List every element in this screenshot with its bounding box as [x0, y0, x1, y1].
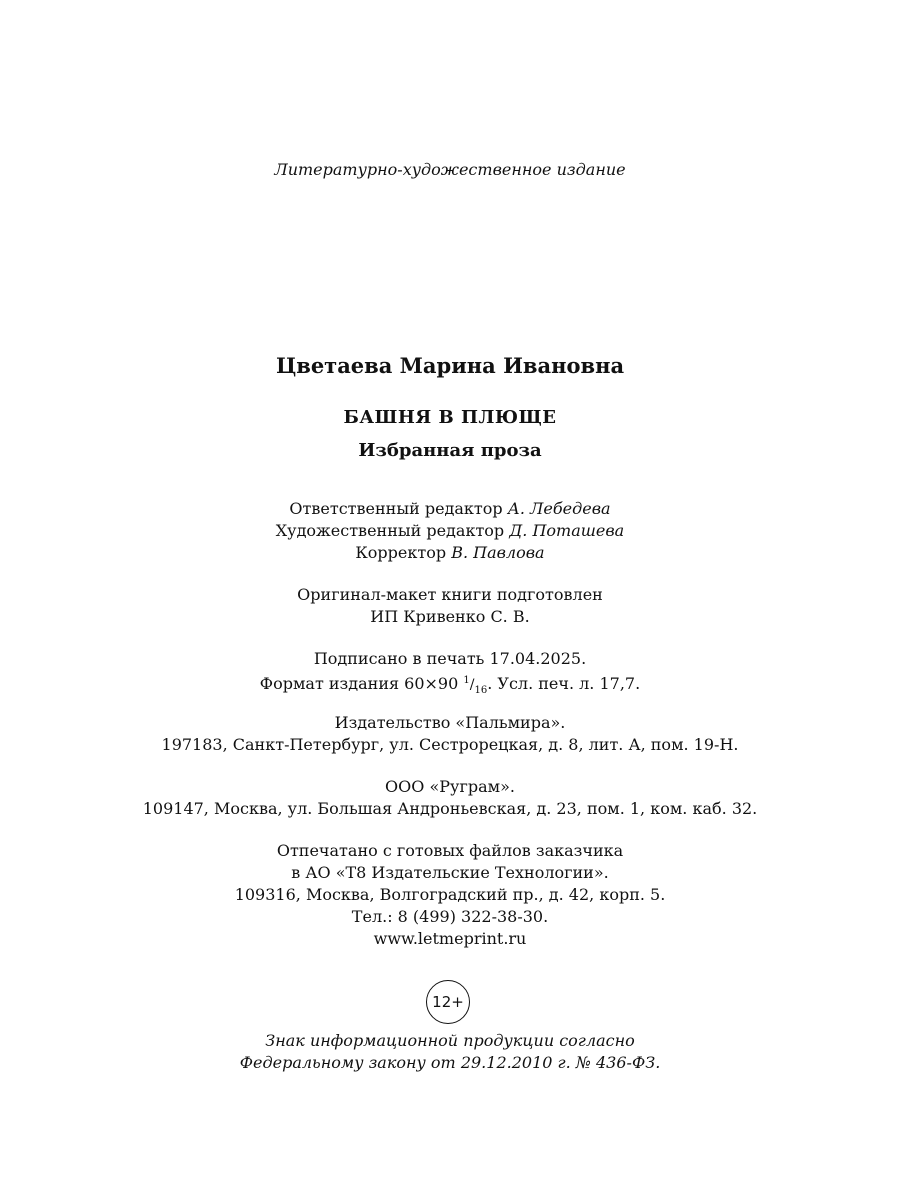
book-subtitle: Избранная проза — [358, 440, 542, 461]
author-name: Цветаева Марина Ивановна — [275, 353, 625, 378]
printer-line: в АО «Т8 Издательские Технологии». — [291, 863, 609, 882]
credit-line — [0, 542, 900, 564]
credit-name: А. Лебедева — [507, 499, 611, 518]
credit-name: Д. Поташева — [509, 521, 625, 540]
printer-website: www.letmeprint.ru — [373, 929, 527, 948]
rugram-name: ООО «Руграм». — [385, 777, 515, 796]
credit-role: Корректор — [355, 543, 447, 562]
layout-line: Оригинал-макет книги подготовлен — [297, 585, 603, 604]
rugram-address: 109147, Москва, ул. Большая Андроньевская, д. 23, пом. 1, ком. каб. 32. — [142, 799, 758, 818]
format-fraction-denominator: 16 — [474, 685, 488, 696]
format-prefix: Формат издания 60×90 — [259, 674, 459, 693]
book-title: БАШНЯ В ПЛЮЩЕ — [343, 407, 557, 428]
printer-line: Отпечатано с готовых файлов заказчика — [276, 841, 624, 860]
layout-line: ИП Кривенко С. В. — [370, 607, 530, 626]
notice-line: Федеральному закону от 29.12.2010 г. № 436-ФЗ. — [239, 1053, 661, 1072]
layout-credit — [0, 584, 900, 628]
signed-date: Подписано в печать 17.04.2025. — [313, 649, 587, 668]
credit-name: В. Павлова — [451, 543, 545, 562]
credit-role: Ответственный редактор — [289, 499, 503, 518]
notice-line: Знак информационной продукции согласно — [265, 1031, 635, 1050]
edition-type: Литературно-художественное издание — [274, 160, 626, 179]
credit-role: Художественный редактор — [275, 521, 505, 540]
printer-address: 109316, Москва, Волгоградский пр., д. 42, корп. 5. — [234, 885, 666, 904]
printer-phone: Тел.: 8 (499) 322-38-30. — [351, 907, 549, 926]
print-info — [0, 648, 900, 702]
format-line — [0, 670, 900, 702]
age-rating-badge: 12+ — [426, 980, 470, 1024]
printer-info — [0, 840, 900, 950]
publisher-info — [0, 712, 900, 756]
publisher-name: Издательство «Пальмира». — [334, 713, 566, 732]
credit-line — [0, 520, 900, 542]
format-fraction-slash: / — [469, 677, 475, 693]
publisher-address: 197183, Санкт-Петербург, ул. Сестрорецкая, д. 8, лит. А, пом. 19-Н. — [161, 735, 739, 754]
editorial-credits — [0, 498, 900, 564]
age-rating-notice — [0, 1030, 900, 1074]
format-fraction-numerator: 1 — [463, 675, 470, 686]
format-suffix: . Усл. печ. л. 17,7. — [487, 674, 641, 693]
rugram-info — [0, 776, 900, 820]
credit-line — [0, 498, 900, 520]
